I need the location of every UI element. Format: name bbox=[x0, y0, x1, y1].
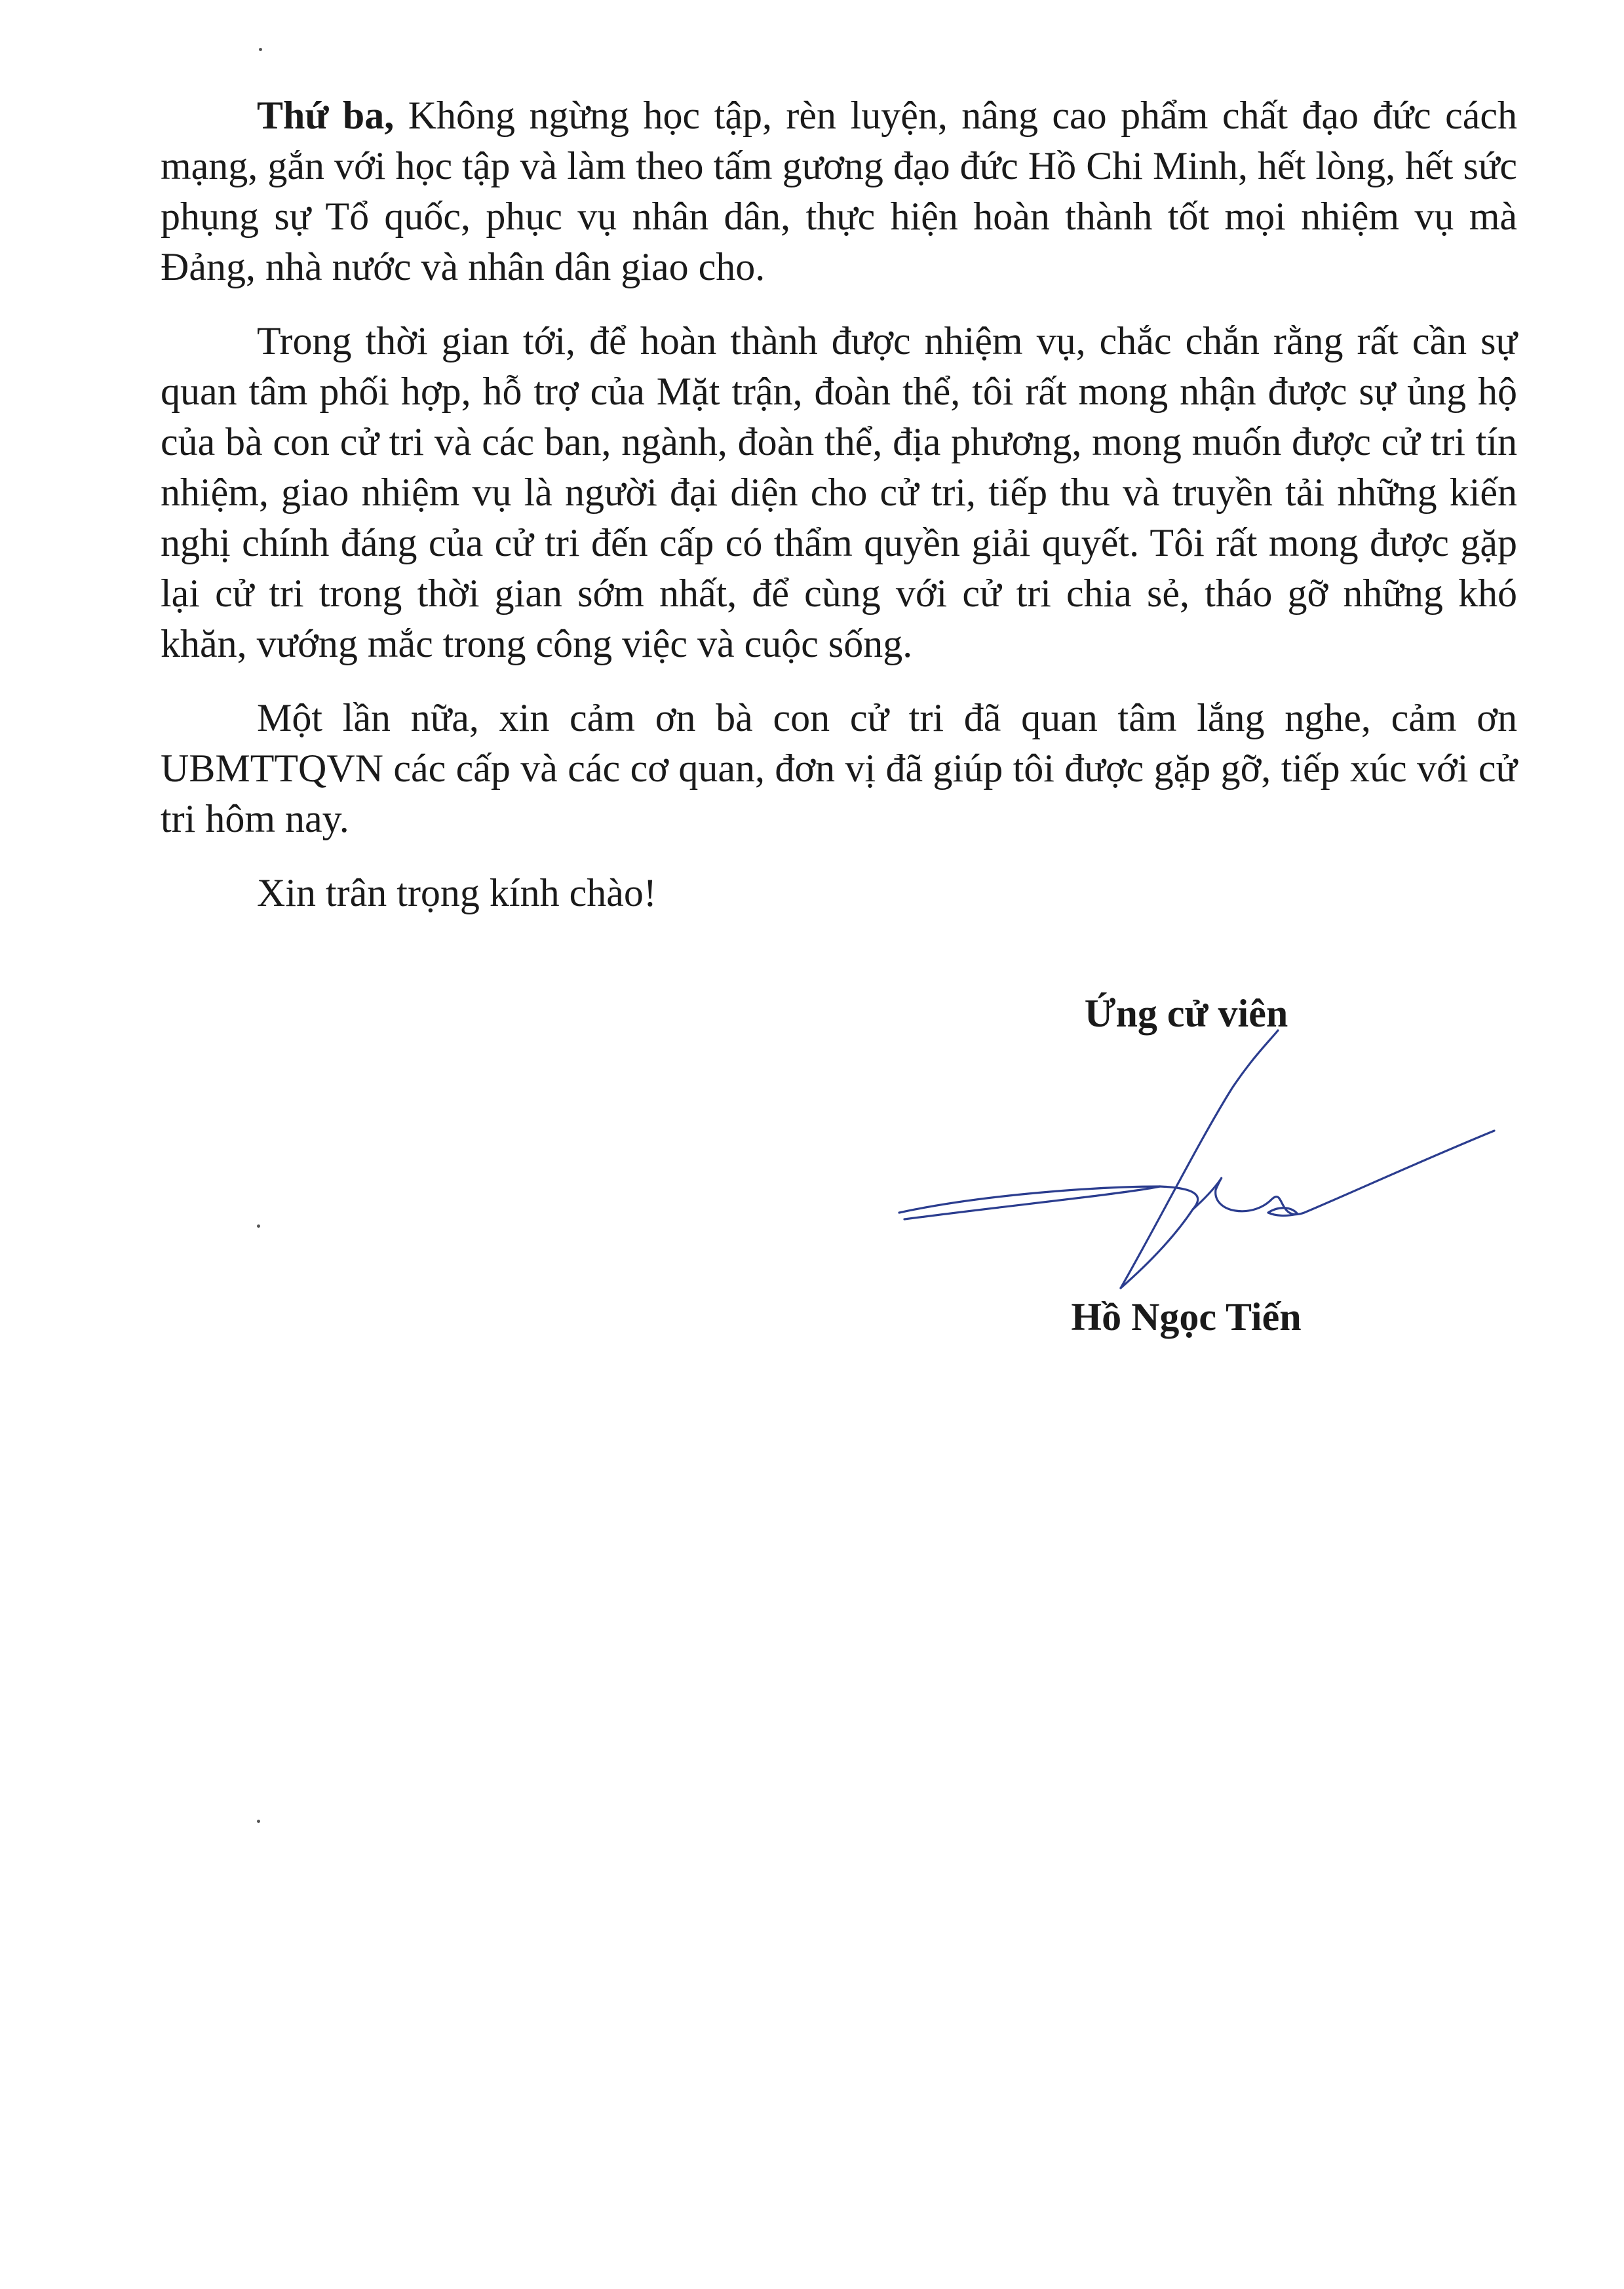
paragraph-third-point bbox=[161, 90, 1517, 292]
closing-line: Xin trân trọng kính chào! bbox=[257, 871, 657, 914]
handwritten-signature bbox=[885, 1023, 1507, 1298]
paragraph-request-support: Trong thời gian tới, để hoàn thành được nhiệm vụ, chắc chắn rằng rất cần sự quan tâm phối hợp, hỗ trợ của Mặt trận, đoàn thể, tôi rất mong nhận được sự ủng hộ của bà con cử tri và các ban, ngành, đoàn thể, địa phương, mong muốn được cử tri tín nhiệm, giao nhiệm vụ là người đại diện cho cử tri, tiếp thu và truyền tải những kiến nghị chính đáng của cử tri đến cấp có thẩm quyền giải quyết. Tôi rất mong được gặp lại cử tri trong thời gian sớm nhất, để cùng với cử tri chia sẻ, tháo gỡ những khó khăn, vướng mắc trong công việc và cuộc sống. bbox=[161, 319, 1517, 665]
signer-title: Ứng cử viên bbox=[1084, 992, 1288, 1035]
scan-speck bbox=[257, 1820, 260, 1823]
scan-speck bbox=[257, 1224, 260, 1228]
paragraph-lead: Thứ ba, bbox=[257, 94, 395, 137]
paragraph-text: Không ngừng học tập, rèn luyện, nâng cao phẩm chất đạo đức cách mạng, gắn với học tập và làm theo tấm gương đạo đức Hồ Chi Minh, hết lòng, hết sức phụng sự Tổ quốc, phục vụ nhân dân, thực hiện hoàn thành tốt mọi nhiệm vụ mà Đảng, nhà nước và nhân dân giao cho. bbox=[161, 94, 1517, 288]
signer-name: Hồ Ngọc Tiến bbox=[1071, 1295, 1302, 1339]
letter-body bbox=[161, 90, 1517, 942]
scan-speck bbox=[259, 48, 262, 51]
paragraph-thanks: Một lần nữa, xin cảm ơn bà con cử tri đã quan tâm lắng nghe, cảm ơn UBMTTQVN các cấp và các cơ quan, đơn vị đã giúp tôi được gặp gỡ, tiếp xúc với cử tri hôm nay. bbox=[161, 696, 1517, 840]
